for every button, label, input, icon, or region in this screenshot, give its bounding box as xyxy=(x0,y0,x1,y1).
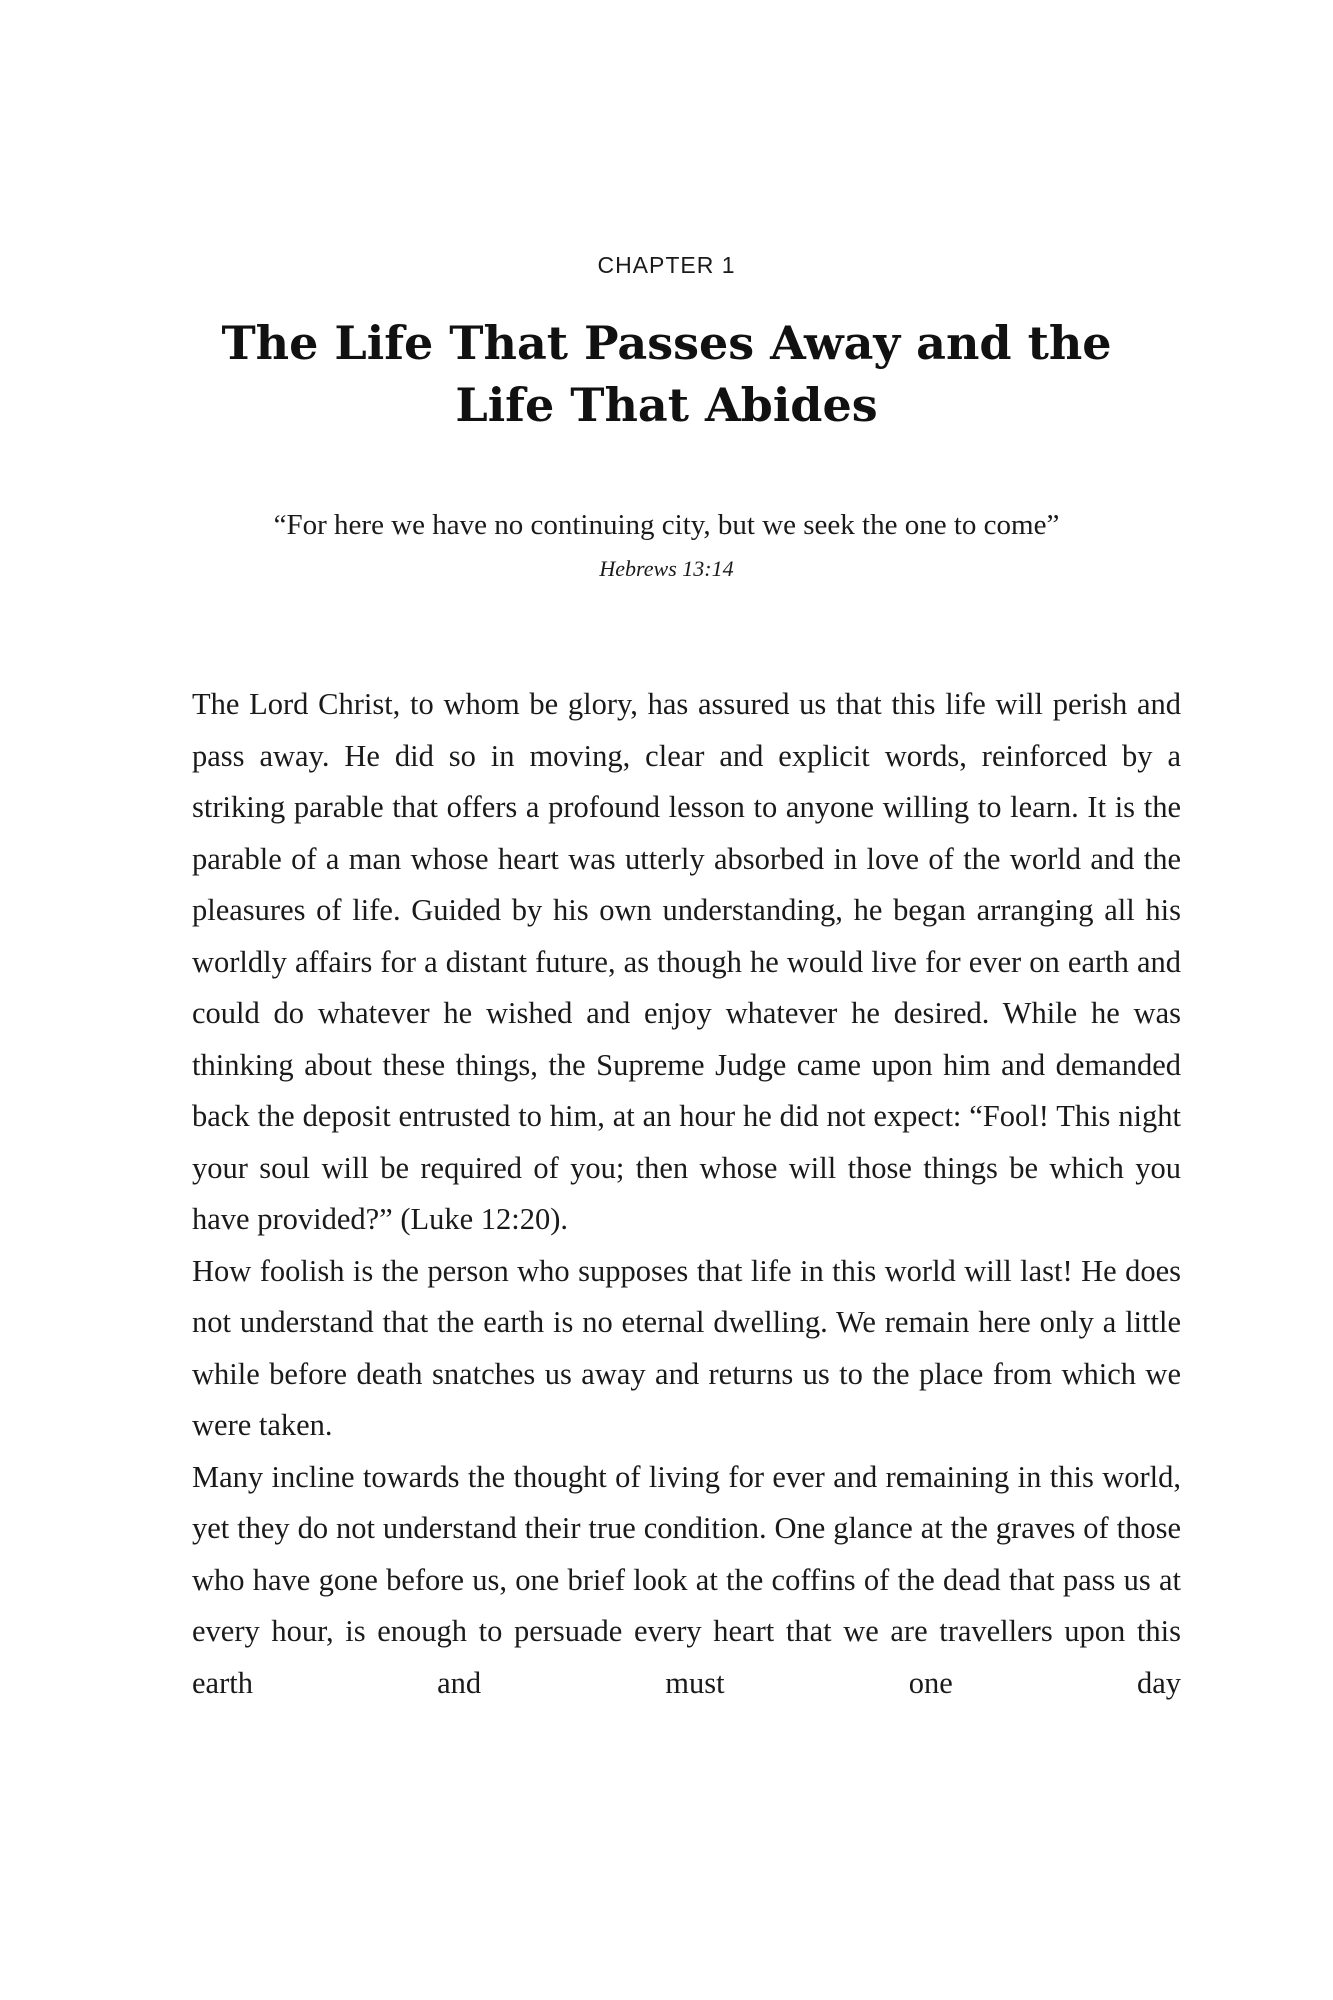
paragraph: The Lord Christ, to whom be glory, has assured us that this life will perish and pass away. He did so in moving, clear and explicit words, reinforced by a striking parable that offers a profound lesson to anyone willing to learn. It is the parable of a man whose heart was utterly absorbed in love of the world and the pleasures of life. Guided by his own understanding, he began arranging all his worldly affairs for a distant future, as though he would live for ever on earth and could do whatever he wished and enjoy whatever he desired. While he was thinking about these things, the Supreme Judge came upon him and demanded back the deposit entrusted to him, at an hour he did not expect: “Fool! This night your soul will be required of you; then whose will those things be which you have provided?” (Luke 12:20). xyxy=(192,687,1181,1236)
paragraph: Many incline towards the thought of living for ever and remaining in this world, yet they do not understand their true condition. One glance at the graves of those who have gone before us, one brief look at the coffins of the dead that pass us at every hour, is enough to persuade every heart that we are travellers upon this earth and must one day xyxy=(192,1459,1181,1700)
paragraph: How foolish is the person who supposes that life in this world will last! He does not understand that the earth is no eternal dwelling. We remain here only a little while before death snatches us away and returns us to the place from which we were taken. xyxy=(192,1253,1181,1442)
chapter-title: The Life That Passes Away and the Life That Abides xyxy=(221,316,1112,432)
epigraph xyxy=(246,502,1087,582)
epigraph-quote: “For here we have no continuing city, but we seek the one to come” xyxy=(273,509,1060,541)
body-text xyxy=(192,679,1181,1709)
epigraph-source: Hebrews 13:14 xyxy=(599,556,734,581)
chapter-label: CHAPTER 1 xyxy=(597,252,736,278)
